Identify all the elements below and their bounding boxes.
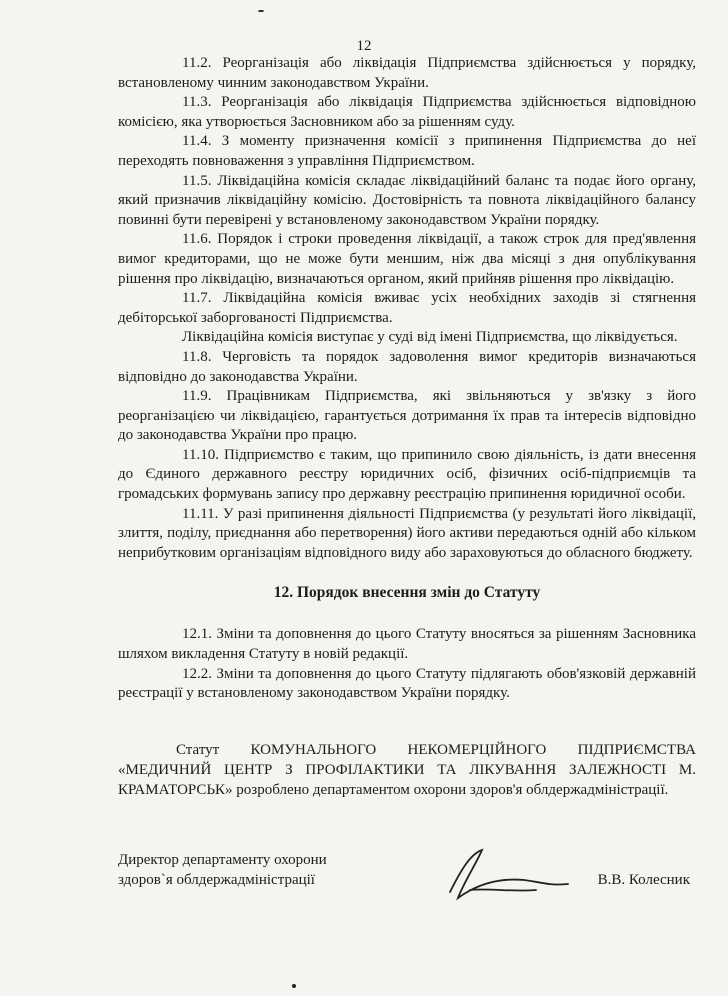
statute-note: Статут КОМУНАЛЬНОГО НЕКОМЕРЦІЙНОГО ПІДПРИЄМСТВА «МЕДИЧНИЙ ЦЕНТР З ПРОФІЛАКТИКИ ТА ЛІКУВАННЯ ЗАЛЕЖНОСТІ М. КРАМАТОРСЬК» розроблено департаментом охорони здоров'я облдержадміністрації.	[118, 741, 696, 798]
paragraph-11-8: 11.8. Черговість та порядок задоволення вимог кредиторів визначаються відповідно до законодавства України.	[118, 348, 696, 385]
paragraph-12-1: 12.1. Зміни та доповнення до цього Статуту вносяться за рішенням Засновника шляхом викладення Статуту в новій редакції.	[118, 626, 696, 663]
paragraph-11-6: 11.6. Порядок і строки проведення ліквідації, а також строк для пред'явлення вимог кредиторами, що не може бути меншим, ніж два місяці з дня опублікування рішення про ліквідацію, визначаються органом, який прийняв рішення про ліквідацію.	[118, 231, 696, 287]
signatory-position-line2: здоров`я облдержадміністрації	[118, 872, 315, 888]
paragraph-11-7: 11.7. Ліквідаційна комісія вживає усіх необхідних заходів зі стягнення дебіторської заборгованості Підприємства.	[118, 290, 696, 326]
paragraph-11-5: 11.5. Ліквідаційна комісія складає ліквідаційний баланс та подає його органу, який призначив ліквідаційну комісію. Достовірність та повнота ліквідаційного балансу повинні бути перевірені у встановленому законодавством України порядку.	[118, 172, 696, 228]
handwritten-signature-icon	[440, 842, 590, 904]
signatory-name: В.В. Колесник	[597, 872, 690, 888]
paragraph-11-11: 11.11. У разі припинення діяльності Підприємства (у результаті його ліквідації, злиття, поділу, приєднання або перетворення) його активи передаються одній або кільком неприбутковим організаціям відповідного виду або зараховуються до обласного бюджету.	[118, 505, 696, 561]
signatory-position-line1: Директор департаменту охорони	[118, 852, 327, 868]
scan-speck	[258, 10, 264, 12]
signature-block	[118, 850, 696, 910]
statute-note-block	[118, 740, 696, 800]
paragraph-11-3: 11.3. Реорганізація або ліквідація Підприємства здійснюється відповідною комісією, яка утворюється Засновником або за рішенням суду.	[118, 94, 696, 130]
paragraph-11-9: 11.9. Працівникам Підприємства, які звільняються у зв'язку з його реорганізацією чи ліквідацією, гарантується дотримання їх прав та інтересів відповідно до законодавства України про працю.	[118, 388, 696, 444]
page-number: 12	[356, 38, 372, 54]
paragraph-11-4: 11.4. З моменту призначення комісії з припинення Підприємства до неї переходять повноваження з управління Підприємством.	[118, 133, 696, 169]
document-body	[118, 54, 696, 800]
paragraph-11-7-court: Ліквідаційна комісія виступає у суді від імені Підприємства, що ліквідується.	[182, 329, 678, 346]
paragraph-11-2: 11.2. Реорганізація або ліквідація Підприємства здійснюється у порядку, встановленому чинним законодавством України.	[118, 55, 696, 91]
section-12-title: 12. Порядок внесення змін до Статуту	[273, 584, 541, 602]
scan-speck	[292, 984, 296, 988]
paragraph-12-2: 12.2. Зміни та доповнення до цього Статуту підлягають обов'язковій державній реєстрації у встановленому законодавством України порядку.	[118, 665, 696, 702]
paragraph-11-10: 11.10. Підприємство є таким, що припинило свою діяльність, із дати внесення до Єдиного державного реєстру юридичних осіб, фізичних осіб-підприємців та громадських формувань запису про державну реєстрацію припинення юридичної особи.	[118, 446, 696, 503]
